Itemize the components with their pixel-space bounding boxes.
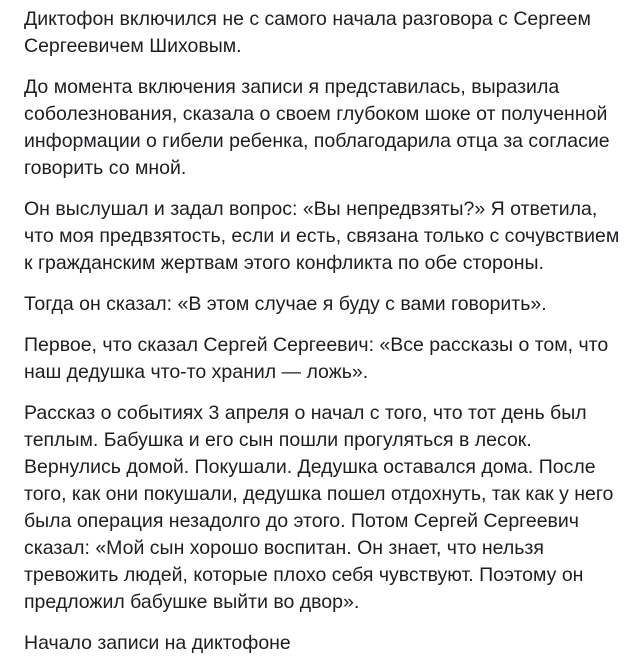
paragraph-3: Он выслушал и задал вопрос: «Вы непредвзяты?» Я ответила, что моя предвзятость, если и есть, связана только с сочувствием к гражданским жертвам этого конфликта по обе стороны. (24, 198, 620, 274)
paragraph-1: Диктофон включился не с самого начала разговора с Сергеем Сергеевичем Шиховым. (24, 8, 591, 57)
paragraph-7: Начало записи на диктофоне (24, 632, 291, 654)
paragraph-5: Первое, что сказал Сергей Сергеевич: «Все рассказы о том, что наш дедушка что-то хранил — ложь». (24, 334, 609, 383)
paragraph-4: Тогда он сказал: «В этом случае я буду с вами говорить». (24, 293, 547, 315)
paragraph-2: До момента включения записи я представилась, выразила соболезнования, сказала о своем глубоком шоке от полученной информации о гибели ребенка, поблагодарила отца за согласие говорить со мной. (24, 76, 610, 179)
paragraph-6: Рассказ о событиях 3 апреля о начал с того, что тот день был теплым. Бабушка и его сын пошли прогуляться в лесок. Вернулись домой. Покушали. Дедушка оставался дома. После того, как они покушали, дедушка пошел отдохнуть, так как у него была операция незадолго до этого. Потом Сергей Сергеевич сказал: «Мой сын хорошо воспитан. Он знает, что нельзя тревожить людей, которые плохо себя чувствуют. Поэтому он предложил бабушке выйти во двор». (24, 402, 614, 613)
